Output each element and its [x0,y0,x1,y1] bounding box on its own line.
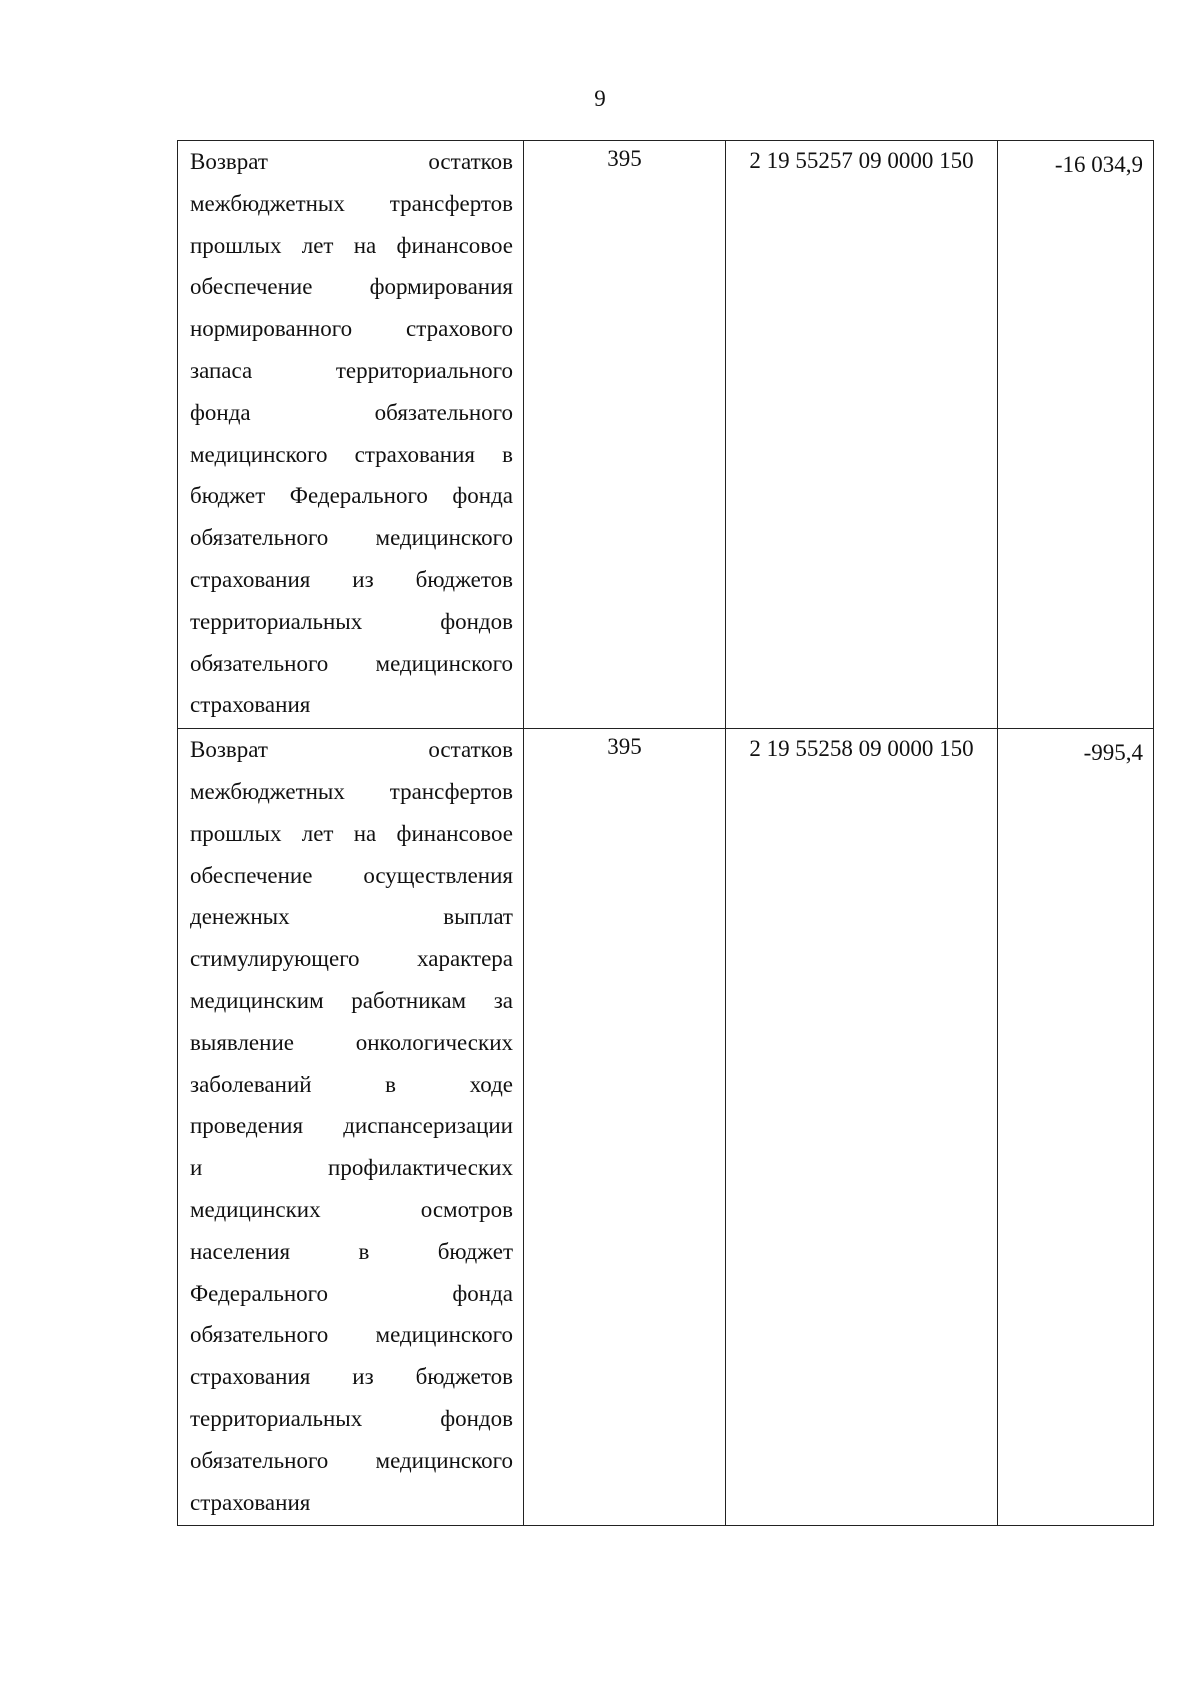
description-line: запаса территориального [190,357,513,383]
description-line: страхования из бюджетов [190,566,513,592]
description-line: медицинских осмотров [190,1196,513,1222]
description-line: территориальных фондов [190,1405,513,1431]
description-line: фонда обязательного [190,399,513,425]
description-line: прошлых лет на финансовое [190,232,513,258]
description-line: территориальных фондов [190,608,513,634]
admin-code-cell [524,729,726,1526]
description-line: медицинского страхования в [190,441,513,467]
description-line: Возврат остатков [190,737,513,763]
description-cell [178,141,524,729]
amount-value: -995,4 [1083,740,1143,766]
description-line: заболеваний в ходе [190,1071,513,1097]
description-line: и профилактических [190,1155,513,1181]
description-line: обязательного медицинского [190,1322,513,1348]
table-row [178,141,1154,729]
description-line: Возврат остатков [190,149,513,174]
description-line: медицинским работникам за [190,987,513,1013]
description-line: межбюджетных трансфертов [190,778,513,804]
description-line: нормированного страхового [190,316,513,342]
description-line: страхования из бюджетов [190,1364,513,1390]
row-description [178,141,523,728]
kbk-cell [726,141,998,729]
description-line: межбюджетных трансфертов [190,190,513,216]
admin-code-cell [524,141,726,729]
description-line: Федерального фонда [190,1280,513,1306]
description-line: обязательного медицинского [190,1447,513,1473]
description-line: обязательного медицинского [190,650,513,676]
page-number: 9 [594,86,606,111]
description-line: обеспечение формирования [190,274,513,300]
admin-code: 395 [607,146,642,171]
table-row [178,729,1154,1526]
row-description [178,729,523,1525]
amount-value: -16 034,9 [1054,152,1143,177]
description-line: прошлых лет на финансовое [190,820,513,846]
description-line: обеспечение осуществления [190,862,513,888]
description-line: стимулирующего характера [190,946,513,972]
description-line: денежных выплат [190,904,513,930]
description-line: обязательного медицинского [190,525,513,551]
description-line: выявление онкологических [190,1029,513,1055]
description-line: населения в бюджет [190,1238,513,1264]
description-line: страхования [190,1489,311,1515]
kbk-code: 2 19 55257 09 0000 150 [749,148,974,173]
description-line: проведения диспансеризации [190,1113,513,1139]
description-line: бюджет Федерального фонда [190,483,513,509]
description-line: страхования [190,692,311,718]
kbk-cell [726,729,998,1526]
amount-cell [998,729,1154,1526]
kbk-code: 2 19 55258 09 0000 150 [749,736,974,762]
admin-code: 395 [607,734,642,760]
amount-cell [998,141,1154,729]
description-cell [178,729,524,1526]
budget-table [177,140,1154,1526]
